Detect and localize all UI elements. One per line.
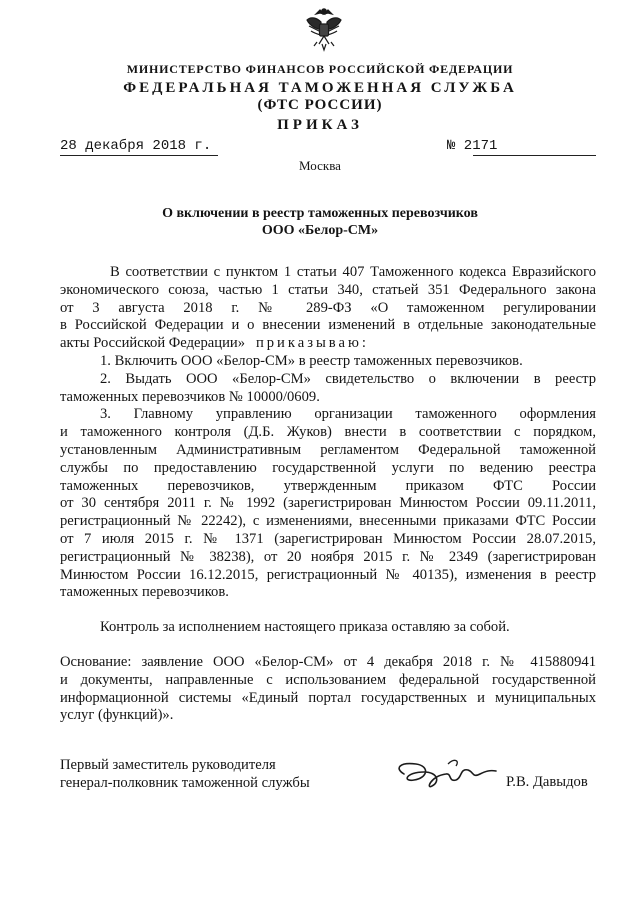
- text-line: Основание: заявление ООО «Белор-СМ» от 4 декабря 2018 г. № 415880941: [60, 653, 596, 670]
- order-body: [60, 264, 596, 725]
- order-date: 28 декабря 2018 г.: [60, 138, 212, 154]
- text-line: и документы, направленные с использованием федеральной государственной: [60, 671, 596, 688]
- text-line: услуг (функций)».: [60, 707, 174, 724]
- paragraph-item-1: [60, 353, 596, 371]
- subject-line: О включении в реестр таможенных перевозчиков: [162, 206, 478, 221]
- paragraph-basis: [60, 654, 596, 725]
- text-line: 2. Выдать ООО «Белор-СМ» свидетельство о включении в реестр: [100, 370, 596, 387]
- subject-line: ООО «Белор-СМ»: [261, 223, 379, 238]
- ministry-name: МИНИСТЕРСТВО ФИНАНСОВ РОССИЙСКОЙ ФЕДЕРАЦИИ: [126, 62, 514, 76]
- text-line: 3. Главному управлению организации таможенного оформления: [100, 406, 596, 423]
- service-name: ФЕДЕРАЛЬНАЯ ТАМОЖЕННАЯ СЛУЖБА: [123, 80, 517, 96]
- text-line: и таможенного контроля (Д.Б. Жуков) внести в соответствии с порядком,: [60, 424, 596, 441]
- date-underline: [60, 155, 218, 156]
- text-line: таможенных перевозчиков.: [60, 584, 229, 601]
- text-line: В соответствии с пунктом 1 статьи 407 Таможенного кодекса Евразийского: [110, 264, 596, 280]
- position-line: генерал-полковник таможенной службы: [60, 775, 310, 791]
- number-underline: [473, 155, 596, 156]
- issue-city: Москва: [299, 158, 341, 173]
- text-line: экономического союза, частью 1 статьи 340, статьей 351 Федерального закона: [60, 281, 596, 298]
- text-line: службы по предоставлению государственной услуги по ведению реестра: [60, 459, 596, 476]
- text-line: Минюстом России 16.12.2015, регистрационный № 40135), изменения в реестр: [60, 566, 596, 583]
- text-line: 1. Включить ООО «Белор-СМ» в реестр таможенных перевозчиков.: [100, 352, 523, 369]
- handwritten-signature-icon: [390, 752, 500, 794]
- text-line: таможенных перевозчиков, утвержденным приказом ФТС России: [60, 477, 596, 494]
- text-line: от 30 сентября 2011 г. № 1992 (зарегистрирован Минюстом России 09.11.2011,: [60, 495, 596, 512]
- paragraph-item-2: [60, 371, 596, 407]
- order-verb: приказываю:: [255, 335, 369, 352]
- position-line: Первый заместитель руководителя: [60, 757, 276, 773]
- text-line: регистрационный № 22242), с изменениями, внесенными приказами ФТС России: [60, 513, 596, 530]
- order-number: № 2171: [447, 138, 498, 154]
- order-subject: [120, 205, 520, 239]
- text-line: [60, 335, 596, 353]
- text-line: от 3 августа 2018 г. № 289-ФЗ «О таможенном регулировании: [60, 299, 596, 316]
- coat-of-arms-icon: [303, 6, 345, 52]
- text-line: установленным Административным регламентом Федеральной таможенной: [60, 441, 596, 458]
- text-line: регистрационный № 38238), от 20 ноября 2015 г. № 2349 (зарегистрирован: [60, 548, 596, 565]
- text-line: информационной системы «Единый портал государственных и муниципальных: [60, 689, 596, 706]
- text-line: таможенных перевозчиков № 10000/0609.: [60, 388, 320, 405]
- text-line: Контроль за исполнением настоящего приказа оставляю за собой.: [100, 619, 510, 636]
- spacer: [60, 637, 596, 654]
- spacer: [60, 602, 596, 619]
- service-short-name: (ФТС РОССИИ): [257, 97, 383, 113]
- text-line: в Российской Федерации и о внесении изменений в отдельные законодательные: [60, 317, 596, 334]
- paragraph-control: [60, 619, 596, 637]
- signatory-position: [60, 756, 310, 792]
- signatory-name: Р.В. Давыдов: [506, 774, 588, 790]
- paragraph-item-3: [60, 406, 596, 602]
- text-line: от 7 июля 2015 г. № 1371 (зарегистрирован Минюстом России 28.07.2015,: [60, 530, 596, 547]
- document-type: ПРИКАЗ: [277, 117, 363, 133]
- text-fragment: акты Российской Федерации»: [60, 335, 245, 352]
- paragraph-preamble: [60, 264, 596, 353]
